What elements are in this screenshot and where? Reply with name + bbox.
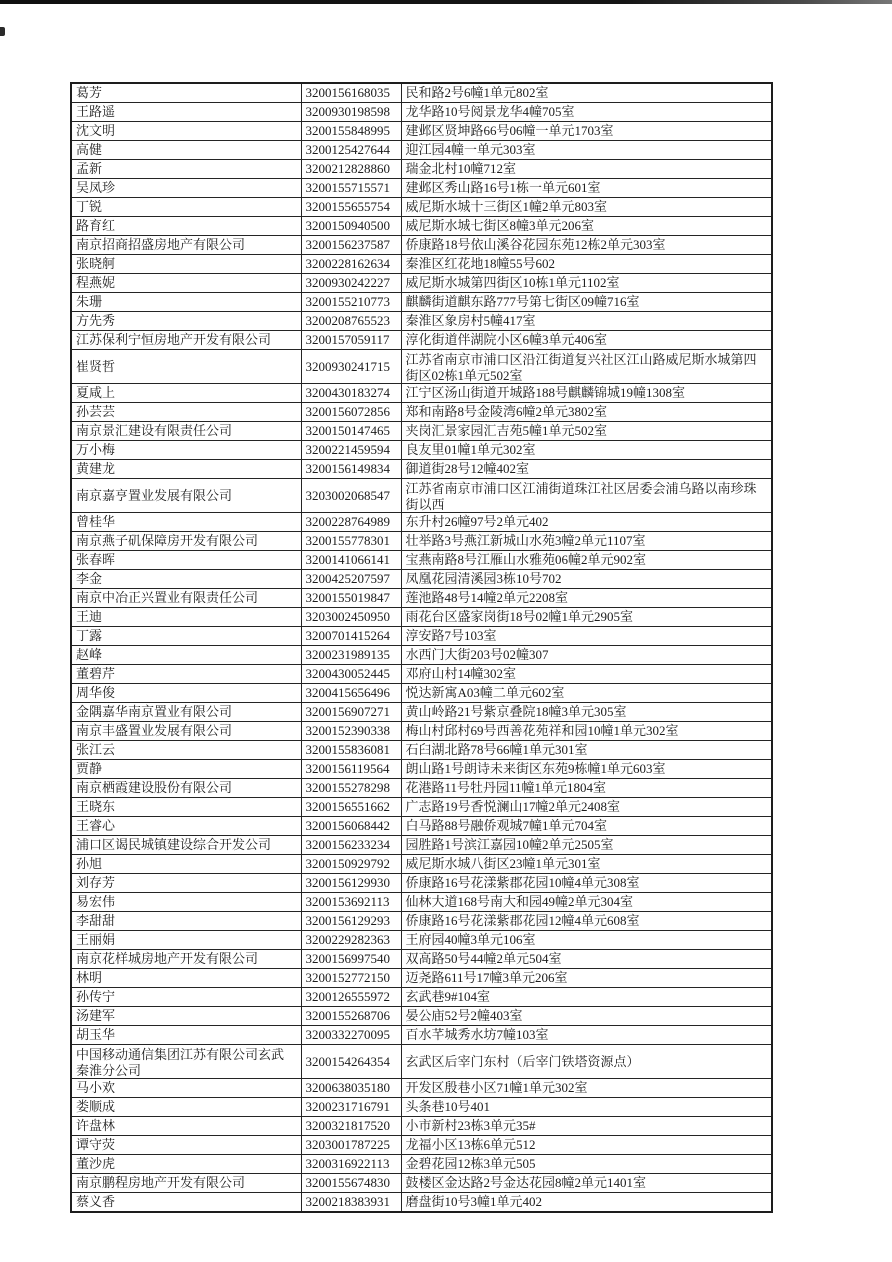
cell-id: 3200155778301	[301, 532, 401, 551]
cell-address: 御道街28号12幢402室	[401, 460, 772, 479]
cell-name: 沈文明	[71, 122, 301, 141]
table-row	[71, 160, 772, 179]
cell-id: 3200930198598	[301, 103, 401, 122]
table-row	[71, 141, 772, 160]
cell-address: 玄武巷9#104室	[401, 988, 772, 1007]
cell-id: 3200156072856	[301, 403, 401, 422]
cell-name: 程燕妮	[71, 274, 301, 293]
table-row	[71, 817, 772, 836]
cell-address: 民和路2号6幢1单元802室	[401, 83, 772, 103]
cell-id: 3200425207597	[301, 570, 401, 589]
cell-address: 水西门大街203号02幢307	[401, 646, 772, 665]
cell-name: 南京丰盛置业发展有限公司	[71, 722, 301, 741]
table-row	[71, 312, 772, 331]
cell-address: 建邺区贤坤路66号06幢一单元1703室	[401, 122, 772, 141]
cell-id: 3200212828860	[301, 160, 401, 179]
cell-name: 易宏伟	[71, 893, 301, 912]
table-row	[71, 422, 772, 441]
cell-address: 雨花台区盛家岗街18号02幢1单元2905室	[401, 608, 772, 627]
cell-id: 3200228764989	[301, 513, 401, 532]
cell-address: 江苏省南京市浦口区江浦街道珠江社区居委会浦乌路以南珍珠街以西	[401, 479, 772, 513]
cell-address: 郑和南路8号金陵湾6幢2单元3802室	[401, 403, 772, 422]
cell-id: 3200126555972	[301, 988, 401, 1007]
table-row	[71, 760, 772, 779]
cell-name: 王晓东	[71, 798, 301, 817]
table-row	[71, 703, 772, 722]
cell-name: 孙传宁	[71, 988, 301, 1007]
table-row	[71, 255, 772, 274]
cell-id: 3200231716791	[301, 1098, 401, 1117]
cell-name: 南京中冶正兴置业有限责任公司	[71, 589, 301, 608]
cell-id: 3200156907271	[301, 703, 401, 722]
cell-id: 3200229282363	[301, 931, 401, 950]
cell-name: 曾桂华	[71, 513, 301, 532]
cell-id: 3200155715571	[301, 179, 401, 198]
cell-address: 夹岗汇景家园汇吉苑5幢1单元502室	[401, 422, 772, 441]
cell-id: 3200218383931	[301, 1193, 401, 1213]
cell-name: 王迪	[71, 608, 301, 627]
table-row	[71, 1155, 772, 1174]
table-row	[71, 236, 772, 255]
cell-address: 秦淮区红花地18幢55号602	[401, 255, 772, 274]
cell-id: 3200701415264	[301, 627, 401, 646]
cell-address: 白马路88号融侨观城7幢1单元704室	[401, 817, 772, 836]
table-row	[71, 608, 772, 627]
cell-name: 南京花样城房地产开发有限公司	[71, 950, 301, 969]
cell-id: 3200150147465	[301, 422, 401, 441]
cell-id: 3200415656496	[301, 684, 401, 703]
cell-id: 3200221459594	[301, 441, 401, 460]
cell-address: 莲池路48号14幢2单元2208室	[401, 589, 772, 608]
cell-address: 朗山路1号朗诗未来街区东苑9栋幢1单元603室	[401, 760, 772, 779]
cell-address: 百水芊城秀水坊7幢103室	[401, 1026, 772, 1045]
cell-address: 东升村26幢97号2单元402	[401, 513, 772, 532]
table-row	[71, 684, 772, 703]
cell-address: 悦达新寓A03幢二单元602室	[401, 684, 772, 703]
table-row	[71, 741, 772, 760]
cell-id: 3200430052445	[301, 665, 401, 684]
cell-name: 金隅嘉华南京置业有限公司	[71, 703, 301, 722]
table-row	[71, 122, 772, 141]
table-row	[71, 384, 772, 403]
cell-address: 龙福小区13栋6单元512	[401, 1136, 772, 1155]
table-row	[71, 589, 772, 608]
cell-address: 秦淮区象房村5幢417室	[401, 312, 772, 331]
cell-address: 广志路19号香悦澜山17幢2单元2408室	[401, 798, 772, 817]
table-row	[71, 874, 772, 893]
cell-name: 路育红	[71, 217, 301, 236]
cell-id: 3200231989135	[301, 646, 401, 665]
cell-address: 迈尧路611号17幢3单元206室	[401, 969, 772, 988]
cell-address: 江宁区汤山街道开城路188号麒麟锦城19幢1308室	[401, 384, 772, 403]
cell-name: 王睿心	[71, 817, 301, 836]
cell-id: 3200156129930	[301, 874, 401, 893]
cell-address: 江苏省南京市浦口区沿江街道复兴社区江山路威尼斯水城第四街区02栋1单元502室	[401, 350, 772, 384]
cell-address: 麒麟街道麒东路777号第七街区09幢716室	[401, 293, 772, 312]
cell-id: 3200155836081	[301, 741, 401, 760]
cell-name: 贾静	[71, 760, 301, 779]
cell-address: 王府园40幢3单元106室	[401, 931, 772, 950]
table-row	[71, 198, 772, 217]
cell-id: 3200155848995	[301, 122, 401, 141]
cell-address: 瑞金北村10幢712室	[401, 160, 772, 179]
cell-address: 鼓楼区金达路2号金达花园8幢2单元1401室	[401, 1174, 772, 1193]
cell-name: 许盘林	[71, 1117, 301, 1136]
table-row	[71, 1026, 772, 1045]
cell-id: 3200156997540	[301, 950, 401, 969]
table-row	[71, 1098, 772, 1117]
table-row	[71, 988, 772, 1007]
cell-address: 淳化街道伴湖院小区6幢3单元406室	[401, 331, 772, 350]
cell-address: 邓府山村14幢302室	[401, 665, 772, 684]
cell-name: 夏咸上	[71, 384, 301, 403]
table-row	[71, 855, 772, 874]
cell-name: 胡玉华	[71, 1026, 301, 1045]
table-row	[71, 969, 772, 988]
cell-name: 孟新	[71, 160, 301, 179]
cell-address: 花港路11号牡丹园11幢1单元1804室	[401, 779, 772, 798]
cell-id: 3200150929792	[301, 855, 401, 874]
table-row	[71, 479, 772, 513]
cell-name: 王路遥	[71, 103, 301, 122]
table-row	[71, 103, 772, 122]
cell-id: 3200152390338	[301, 722, 401, 741]
cell-name: 南京鹏程房地产开发有限公司	[71, 1174, 301, 1193]
cell-id: 3200155674830	[301, 1174, 401, 1193]
table-row	[71, 403, 772, 422]
cell-id: 3200156237587	[301, 236, 401, 255]
cell-id: 3200332270095	[301, 1026, 401, 1045]
cell-address: 石臼湖北路78号66幢1单元301室	[401, 741, 772, 760]
table-row	[71, 350, 772, 384]
cell-name: 李金	[71, 570, 301, 589]
cell-address: 双高路50号44幢2单元504室	[401, 950, 772, 969]
cell-address: 磨盘街10号3幢1单元402	[401, 1193, 772, 1213]
cell-name: 刘存芳	[71, 874, 301, 893]
cell-id: 3200125427644	[301, 141, 401, 160]
table-row	[71, 665, 772, 684]
cell-name: 南京招商招盛房地产有限公司	[71, 236, 301, 255]
cell-name: 董碧芹	[71, 665, 301, 684]
cell-name: 江苏保利宁恒房地产开发有限公司	[71, 331, 301, 350]
cell-id: 3200150940500	[301, 217, 401, 236]
records-table-body	[71, 83, 772, 1212]
cell-name: 汤建军	[71, 1007, 301, 1026]
table-row	[71, 532, 772, 551]
cell-name: 高健	[71, 141, 301, 160]
cell-name: 葛芳	[71, 83, 301, 103]
table-row	[71, 570, 772, 589]
cell-id: 3200930241715	[301, 350, 401, 384]
table-row	[71, 950, 772, 969]
table-row	[71, 798, 772, 817]
cell-address: 梅山村邱村69号西善花苑祥和园10幢1单元302室	[401, 722, 772, 741]
cell-address: 金碧花园12栋3单元505	[401, 1155, 772, 1174]
cell-address: 侨康路16号花漾紫郡花园10幢4单元308室	[401, 874, 772, 893]
table-row	[71, 83, 772, 103]
cell-name: 万小梅	[71, 441, 301, 460]
table-row	[71, 722, 772, 741]
cell-name: 吴凤珍	[71, 179, 301, 198]
table-row	[71, 551, 772, 570]
cell-address: 威尼斯水城八街区23幢1单元301室	[401, 855, 772, 874]
table-row	[71, 274, 772, 293]
table-row	[71, 1136, 772, 1155]
cell-id: 3200316922113	[301, 1155, 401, 1174]
table-row	[71, 460, 772, 479]
cell-name: 丁露	[71, 627, 301, 646]
table-row	[71, 893, 772, 912]
table-row	[71, 912, 772, 931]
cell-id: 3200155019847	[301, 589, 401, 608]
cell-id: 3200430183274	[301, 384, 401, 403]
cell-name: 娄顺成	[71, 1098, 301, 1117]
cell-name: 南京燕子矶保障房开发有限公司	[71, 532, 301, 551]
cell-name: 南京栖霞建设股份有限公司	[71, 779, 301, 798]
cell-name: 周华俊	[71, 684, 301, 703]
table-row	[71, 1079, 772, 1098]
table-row	[71, 217, 772, 236]
cell-id: 3200154264354	[301, 1045, 401, 1079]
cell-address: 园胜路1号滨江嘉园10幢2单元2505室	[401, 836, 772, 855]
cell-name: 董沙虎	[71, 1155, 301, 1174]
cell-id: 3200930242227	[301, 274, 401, 293]
cell-address: 开发区殷巷小区71幢1单元302室	[401, 1079, 772, 1098]
cell-name: 林明	[71, 969, 301, 988]
table-row	[71, 1045, 772, 1079]
records-table	[70, 82, 773, 1213]
table-row	[71, 931, 772, 950]
cell-id: 3200155210773	[301, 293, 401, 312]
cell-name: 孙芸芸	[71, 403, 301, 422]
cell-name: 中国移动通信集团江苏有限公司玄武秦淮分公司	[71, 1045, 301, 1079]
cell-id: 3200156149834	[301, 460, 401, 479]
cell-id: 3200141066141	[301, 551, 401, 570]
cell-name: 王丽娟	[71, 931, 301, 950]
table-row	[71, 1174, 772, 1193]
cell-address: 建邺区秀山路16号1栋一单元601室	[401, 179, 772, 198]
cell-id: 3200155278298	[301, 779, 401, 798]
cell-id: 3200321817520	[301, 1117, 401, 1136]
cell-address: 小市新村23栋3单元35#	[401, 1117, 772, 1136]
cell-name: 丁锐	[71, 198, 301, 217]
cell-id: 3203002068547	[301, 479, 401, 513]
cell-id: 3200156168035	[301, 83, 401, 103]
cell-id: 3203001787225	[301, 1136, 401, 1155]
table-row	[71, 513, 772, 532]
scan-artifact-top-bar	[0, 0, 892, 4]
cell-address: 黄山岭路21号紫京叠院18幢3单元305室	[401, 703, 772, 722]
cell-id: 3200208765523	[301, 312, 401, 331]
cell-address: 威尼斯水城第四街区10栋1单元1102室	[401, 274, 772, 293]
cell-address: 迎江园4幢一单元303室	[401, 141, 772, 160]
cell-address: 壮举路3号燕江新城山水苑3幢2单元1107室	[401, 532, 772, 551]
cell-id: 3200228162634	[301, 255, 401, 274]
cell-name: 黄建龙	[71, 460, 301, 479]
cell-id: 3200155655754	[301, 198, 401, 217]
cell-name: 谭守荧	[71, 1136, 301, 1155]
cell-name: 李甜甜	[71, 912, 301, 931]
table-row	[71, 331, 772, 350]
cell-address: 晏公庙52号2幢403室	[401, 1007, 772, 1026]
cell-name: 方先秀	[71, 312, 301, 331]
cell-name: 赵峰	[71, 646, 301, 665]
cell-address: 威尼斯水城十三街区1幢2单元803室	[401, 198, 772, 217]
cell-id: 3200156068442	[301, 817, 401, 836]
cell-address: 淳安路7号103室	[401, 627, 772, 646]
cell-address: 良友里01幢1单元302室	[401, 441, 772, 460]
cell-name: 浦口区谒民城镇建设综合开发公司	[71, 836, 301, 855]
cell-name: 崔贤哲	[71, 350, 301, 384]
cell-address: 玄武区后宰门东村（后宰门铁塔资源点）	[401, 1045, 772, 1079]
cell-id: 3200638035180	[301, 1079, 401, 1098]
cell-name: 张春晖	[71, 551, 301, 570]
cell-name: 南京嘉亨置业发展有限公司	[71, 479, 301, 513]
cell-address: 凤凰花园清溪园3栋10号702	[401, 570, 772, 589]
cell-id: 3200156551662	[301, 798, 401, 817]
cell-name: 马小欢	[71, 1079, 301, 1098]
cell-address: 宝燕南路8号江雁山水雅苑06幢2单元902室	[401, 551, 772, 570]
cell-id: 3200153692113	[301, 893, 401, 912]
scan-artifact-left-speck	[0, 27, 5, 36]
table-row	[71, 293, 772, 312]
cell-address: 威尼斯水城七街区8幢3单元206室	[401, 217, 772, 236]
cell-address: 龙华路10号阅景龙华4幢705室	[401, 103, 772, 122]
cell-id: 3200156129293	[301, 912, 401, 931]
cell-id: 3200156233234	[301, 836, 401, 855]
cell-name: 南京景汇建设有限责任公司	[71, 422, 301, 441]
table-row	[71, 1117, 772, 1136]
table-row	[71, 1193, 772, 1213]
cell-id: 3203002450950	[301, 608, 401, 627]
cell-id: 3200157059117	[301, 331, 401, 350]
table-row	[71, 179, 772, 198]
table-row	[71, 836, 772, 855]
cell-id: 3200156119564	[301, 760, 401, 779]
cell-id: 3200155268706	[301, 1007, 401, 1026]
cell-name: 张晓舸	[71, 255, 301, 274]
cell-name: 蔡义香	[71, 1193, 301, 1213]
table-row	[71, 627, 772, 646]
cell-name: 张江云	[71, 741, 301, 760]
table-row	[71, 646, 772, 665]
table-row	[71, 779, 772, 798]
cell-name: 朱珊	[71, 293, 301, 312]
cell-address: 侨康路16号花漾紫郡花园12幢4单元608室	[401, 912, 772, 931]
table-row	[71, 1007, 772, 1026]
cell-address: 侨康路18号依山溪谷花园东苑12栋2单元303室	[401, 236, 772, 255]
cell-address: 仙林大道168号南大和园49幢2单元304室	[401, 893, 772, 912]
cell-id: 3200152772150	[301, 969, 401, 988]
cell-name: 孙旭	[71, 855, 301, 874]
table-row	[71, 441, 772, 460]
cell-address: 头条巷10号401	[401, 1098, 772, 1117]
